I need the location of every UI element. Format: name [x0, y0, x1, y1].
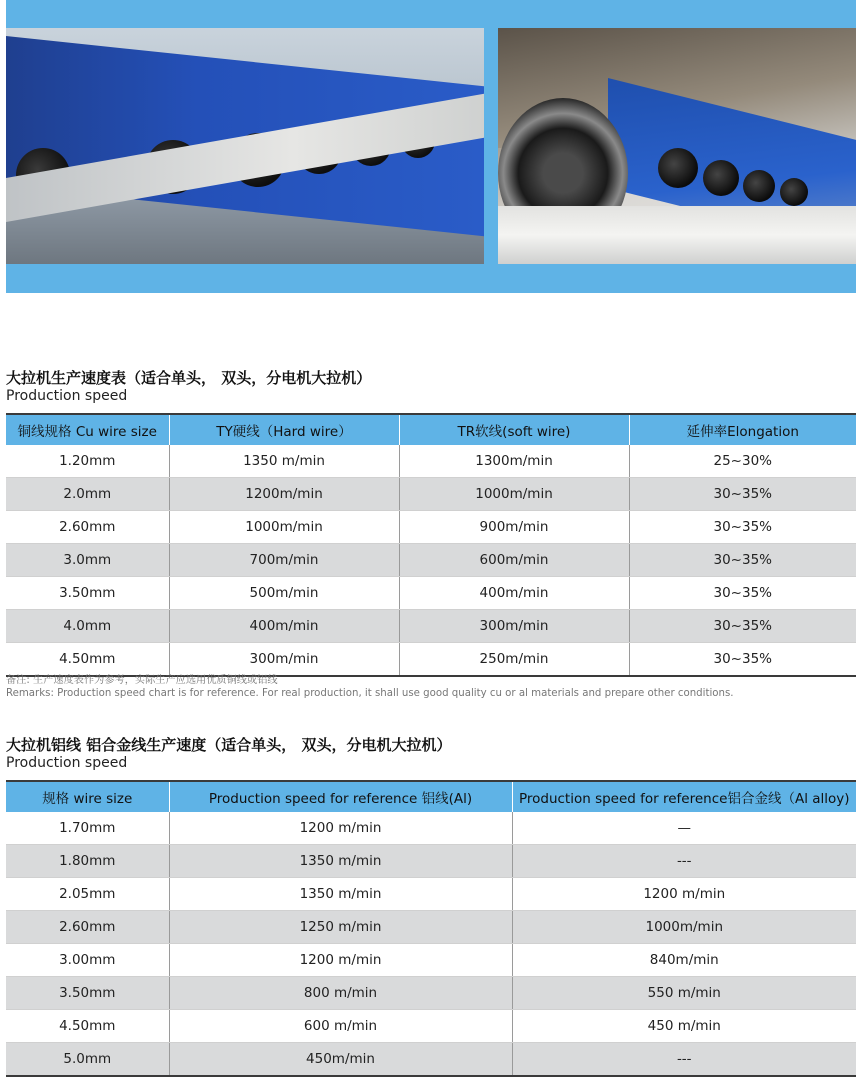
table-row — [6, 845, 856, 878]
table-cell: 5.0mm — [6, 1043, 169, 1077]
table-cell: 3.0mm — [6, 544, 169, 577]
column-header: 铜线规格 Cu wire size — [6, 414, 169, 445]
table-row — [6, 478, 856, 511]
column-header: Production speed for reference 铝线(Al) — [169, 781, 512, 812]
table-cell: 1250 m/min — [169, 911, 512, 944]
table-row — [6, 610, 856, 643]
table-cell: 3.00mm — [6, 944, 169, 977]
table-header-row — [6, 781, 856, 812]
machine-photo-left — [6, 28, 484, 264]
table-cell: 2.05mm — [6, 878, 169, 911]
table-cell: 1000m/min — [512, 911, 856, 944]
table-cell: 30~35% — [629, 643, 856, 677]
table-cell: 1200 m/min — [169, 944, 512, 977]
table-row — [6, 445, 856, 478]
table-cell: 3.50mm — [6, 577, 169, 610]
table-cell: 1200m/min — [169, 478, 399, 511]
table-cell: 450m/min — [169, 1043, 512, 1077]
table1-title-cn: 大拉机生产速度表（适合单头， 双头，分电机大拉机） — [6, 369, 372, 387]
table-header-row — [6, 414, 856, 445]
table-row — [6, 944, 856, 977]
table-cell: 1200 m/min — [512, 878, 856, 911]
table-row — [6, 643, 856, 677]
table-cell: 4.50mm — [6, 1010, 169, 1043]
table-cell: 3.50mm — [6, 977, 169, 1010]
table2-title-cn: 大拉机铝线 铝合金线生产速度（适合单头， 双头，分电机大拉机） — [6, 736, 452, 754]
table-row — [6, 911, 856, 944]
table-cell: 30~35% — [629, 610, 856, 643]
table-cell: 400m/min — [169, 610, 399, 643]
table-cell: 30~35% — [629, 577, 856, 610]
header-banner — [6, 0, 856, 293]
table-cell: 1.80mm — [6, 845, 169, 878]
table-row — [6, 977, 856, 1010]
table-cell: 1000m/min — [399, 478, 629, 511]
table-cell: 400m/min — [399, 577, 629, 610]
column-header: TR软线(soft wire) — [399, 414, 629, 445]
table-cell: 30~35% — [629, 478, 856, 511]
table-cell: 300m/min — [399, 610, 629, 643]
table-cell: 1.70mm — [6, 812, 169, 845]
table-cell: 500m/min — [169, 577, 399, 610]
column-header: 规格 wire size — [6, 781, 169, 812]
table-cell: --- — [512, 845, 856, 878]
table-cell: 2.60mm — [6, 911, 169, 944]
table-cell: 4.0mm — [6, 610, 169, 643]
table-cell: 30~35% — [629, 511, 856, 544]
table-cell: 1350 m/min — [169, 878, 512, 911]
remark-cn: 备注: 生产速度表作为参考，实际生产应选用优质铜线或铝线 — [6, 675, 278, 686]
table-cell: — — [512, 812, 856, 845]
table-cell: 450 m/min — [512, 1010, 856, 1043]
table-row — [6, 878, 856, 911]
table1-title-en: Production speed — [6, 388, 128, 404]
column-header: 延伸率Elongation — [629, 414, 856, 445]
table-row — [6, 1043, 856, 1077]
table-row — [6, 511, 856, 544]
table-cell: 250m/min — [399, 643, 629, 677]
table-cell: 300m/min — [169, 643, 399, 677]
table-cell: 700m/min — [169, 544, 399, 577]
table-cell: 1300m/min — [399, 445, 629, 478]
remarks — [6, 674, 856, 700]
table-cell: 1.20mm — [6, 445, 169, 478]
table-row — [6, 577, 856, 610]
table-cell: 550 m/min — [512, 977, 856, 1010]
table2-title-en: Production speed — [6, 755, 128, 771]
table-cell: 2.60mm — [6, 511, 169, 544]
table-cell: --- — [512, 1043, 856, 1077]
table-cell: 30~35% — [629, 544, 856, 577]
table-cell: 1000m/min — [169, 511, 399, 544]
table-cell: 840m/min — [512, 944, 856, 977]
table-row — [6, 812, 856, 845]
machine-photo-right — [498, 28, 856, 264]
table-cell: 800 m/min — [169, 977, 512, 1010]
column-header: TY硬线（Hard wire） — [169, 414, 399, 445]
table-row — [6, 544, 856, 577]
table-cell: 1200 m/min — [169, 812, 512, 845]
table-cell: 25~30% — [629, 445, 856, 478]
table-cell: 600 m/min — [169, 1010, 512, 1043]
table-row — [6, 1010, 856, 1043]
column-header: Production speed for reference铝合金线（Al alloy) — [512, 781, 856, 812]
al-speed-table — [6, 780, 856, 1077]
table-cell: 1350 m/min — [169, 445, 399, 478]
table-cell: 600m/min — [399, 544, 629, 577]
cu-speed-table — [6, 413, 856, 677]
table-cell: 900m/min — [399, 511, 629, 544]
table-cell: 1350 m/min — [169, 845, 512, 878]
remark-en: Remarks: Production speed chart is for reference. For real production, it shall use good quality cu or al materials and prepare other conditions. — [6, 688, 734, 699]
table-cell: 2.0mm — [6, 478, 169, 511]
table-cell: 4.50mm — [6, 643, 169, 677]
